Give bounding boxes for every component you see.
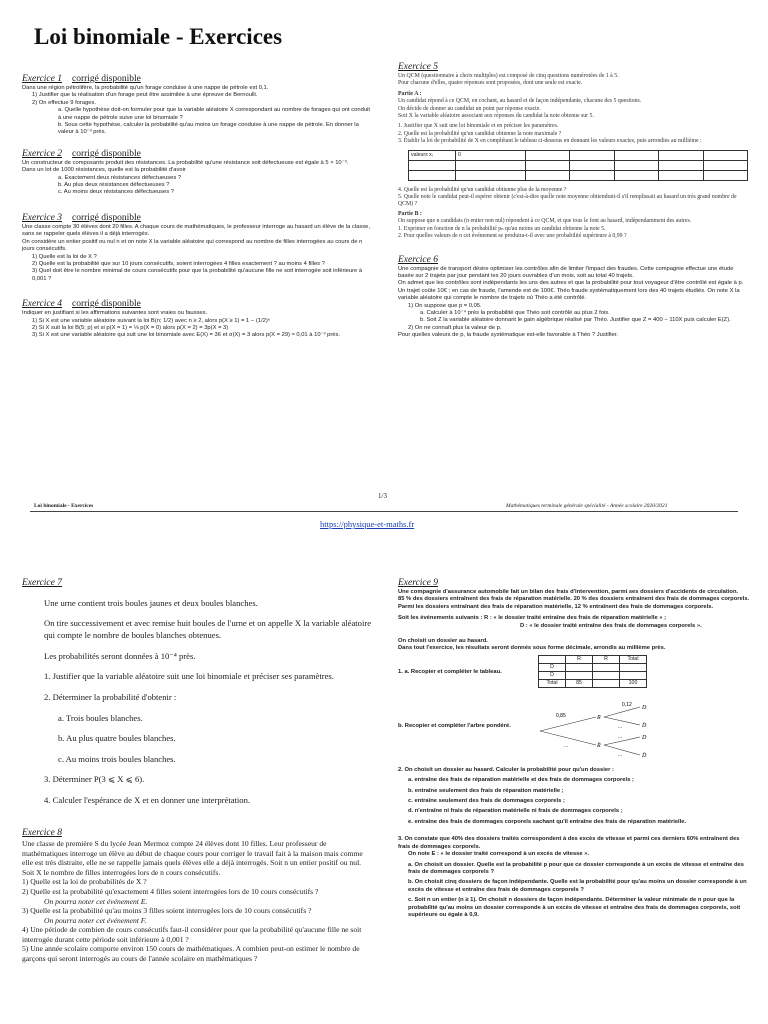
table-cell (570, 160, 614, 170)
text-line: Pour chacune d'elles, quatre réponses sont proposées, dont une seule est exacte. (398, 80, 583, 87)
table-cell (703, 150, 747, 160)
text-line: a. On choisit un dossier. Quelle est la probabilité p pour que ce dossier corresponde à un excès de vitesse et entraîne des frais de dommages corporels ? (408, 861, 745, 875)
tree-prob-label: ... (564, 742, 569, 749)
text-line: b. entraîne seulement des frais de réparation matérielle ; (408, 787, 564, 794)
text-line: e. entraîne des frais de dommages corporels sachant qu'il entraîne des frais de réparation matérielle. (408, 818, 687, 825)
column-bottom-right (398, 578, 750, 1022)
tree-prob-label: ... (618, 751, 623, 758)
table-cell (593, 671, 620, 679)
table-cell (456, 160, 526, 170)
exercise-6 (398, 255, 750, 340)
table-cell: 0 (456, 150, 526, 160)
text-line: Dans une région pétrolifère, la probabilité qu'un forage conduise à une nappe de pétrole est 0,1. (22, 85, 269, 91)
text-line: 2. Pour quelles valeurs de n cet événement se produira-t-il avec une probabilité supérieure à 0,99 ? (398, 233, 627, 240)
table-cell: 85 (566, 679, 593, 687)
text-line: On décide de donner au candidat un point par réponse exacte. (398, 105, 541, 112)
text-line: On tire successivement et avec remise huit boules de l'urne et on appelle X la variable aléatoire qui compte le nombre de boules blanches obtenues. (44, 618, 372, 641)
corrige-tag: corrigé disponible (72, 299, 141, 310)
text-line: 1. Justifier que la variable aléatoire suit une loi binomiale et préciser ses paramètres. (44, 671, 334, 682)
page-number: 1/3 (378, 492, 387, 500)
text-line: Un QCM (questionnaire à choix multiples) est composé de cinq questions numérotées de 1 à 5. (398, 73, 619, 79)
text-line: Indiquer en justifiant si les affirmations suivantes sont vraies ou fausses. (22, 310, 208, 317)
exercise-2 (22, 149, 372, 197)
tree-branch (540, 717, 596, 731)
column-bottom-left (22, 578, 372, 1018)
text-line: b. Soit Z la variable aléatoire donnant le gain algébrique réalisé par Théo. Justifier que Z = 400 − 110X puis calculer E(Z). (420, 317, 731, 324)
tree-node-label: D (642, 734, 647, 741)
exercise-3 (22, 213, 372, 283)
table-cell (526, 160, 570, 170)
text-line: 1) Quelle est la loi de probabilités de X ? (22, 877, 147, 887)
text-line: Un candidat répond à ce QCM, en cochant, au hasard et de façon indépendante, chacune des 5 questions. (398, 98, 642, 105)
text-line: b. Au plus deux résistances défectueuses ? (58, 182, 170, 189)
part-heading: Partie A : (398, 90, 422, 97)
tree-node-label: D̄ (642, 722, 647, 729)
q1a-block (398, 653, 750, 701)
table-cell (570, 170, 614, 180)
q1b-block (398, 701, 750, 761)
text-line: Dans tout l'exercice, les résultats seront donnés sous forme décimale, arrondis au millième près. (398, 645, 666, 652)
text-line: 1) Si X est une variable aléatoire suivant la loi B(n; 1/2) avec n ≥ 2, alors p(X ≥ 1) = 1 − (1/2)ⁿ (32, 317, 270, 324)
text-line: 1. Exprimer en fonction de n la probabilité pₙ qu'au moins un candidat obtienne la note 5. (398, 225, 606, 232)
text-line: 1) Justifier que la réalisation d'un forage peut être assimilée à une épreuve de Bernoulli. (32, 92, 258, 99)
text-line: On pourra noter cet événement F. (44, 915, 147, 925)
site-link-text[interactable]: https://physique-et-maths.fr (320, 519, 415, 529)
text-line: 4. Calculer l'espérance de X et en donner une interprétation. (44, 794, 251, 805)
table-cell (620, 663, 647, 671)
text-line: 2) Quelle est la probabilité que sur 10 jours consécutifs, soient interrogées 4 filles exactement ? au moins 4 filles ? (32, 260, 325, 267)
text-line: 2) Si X suit la loi B(5; p) et si p(X = 1) = ⅛ p(X = 0) alors p(X = 2) = 3p(X = 3) (32, 324, 229, 331)
text-line: On considère un entier positif ou nul n et on note X la variable aléatoire qui correspond au nombre de filles interrogées au cours de n jours consécutifs. (22, 238, 363, 253)
text-line: 85 % des dossiers entraînent des frais de réparation matérielle. 20 % des dossiers entraînent des frais de dommages corporels. Parmi les dossiers entraînant des frais de réparation matérielle, 12 % entraînent des frais de dommages corporels. (398, 596, 750, 610)
exercise-7 (22, 578, 372, 806)
part-heading: Partie B : (398, 210, 422, 217)
probability-tree (538, 701, 668, 761)
footer-right: Mathématiques terminale générale spécialité - Année scolaire 2020/2021 (506, 503, 668, 509)
text-line: Soit les événements suivants : R : « le dossier traité entraîne des frais de réparation matérielle » ; (398, 615, 667, 622)
text-line: 1) Quelle est la loi de X ? (32, 253, 97, 260)
text-line: On suppose que n candidats (n entier non nul) répondent à ce QCM, et que tous le font au hasard, indépendamment des autres. (398, 218, 692, 225)
text-line: 4) Une période de combien de cours consécutifs faut-il considérer pour que la probabilité qu'aucune fille ne soit interrogée durant cette période soit inférieure à 0,001 ? (22, 925, 362, 944)
table-cell (614, 160, 658, 170)
table-cell: R (566, 655, 593, 663)
text-line: On pourra noter cet événement E. (44, 896, 148, 906)
exercise-5 (398, 62, 750, 241)
text-line: b. Recopier et compléter l'arbre pondéré. (398, 722, 511, 729)
text-line: Un trajet coûte 10€ ; en cas de fraude, l'amende est de 100€. Théo fraude systématiquement lors des 40 trajets étudiés. On note X la variable aléatoire qui compte le nombre de trajets où Théo a été contrôlé. (398, 287, 740, 302)
text-line: c. Au moins trois boules blanches. (58, 753, 176, 764)
table-cell (539, 655, 566, 663)
table-cell (456, 170, 526, 180)
text-line: 2. On choisit un dossier au hasard. Calculer la probabilité pour qu'un dossier : (398, 766, 614, 773)
text-line: 5) Une année scolaire comporte environ 150 cours de mathématiques. A combien peut-on estimer le nombre de garçons qui seront interrogés au cours de l'année scolaire en mathématiques ? (22, 944, 360, 964)
text-line: Les probabilités seront données à 10⁻⁴ près. (44, 650, 196, 661)
corrige-tag: corrigé disponible (72, 74, 141, 84)
table-cell (593, 679, 620, 687)
exercise-9 (398, 578, 750, 919)
text-line: 2) On effectue 9 forages. (32, 99, 97, 106)
text-line: 4. Quelle est la probabilité qu'un candidat obtienne plus de la moyenne ? (398, 186, 567, 193)
text-line: a. Exactement deux résistances défectueuses ? (58, 174, 182, 181)
text-line: b. On choisit cinq dossiers de façon indépendante. Quelle est la probabilité pour qu'au moins un dossier corresponde à un excès de vitesse et entraîne des frais de dommages corporels ? (408, 879, 747, 893)
corrige-tag: corrigé disponible (72, 148, 141, 159)
table-cell: Total (620, 655, 647, 663)
table-cell (703, 170, 747, 180)
table-cell: valeurs xᵢ (409, 150, 456, 160)
text-line: a. Quelle hypothèse doit-on formuler pour que la variable aléatoire X correspondant au nombre de forages qui ont conduit à une nappe de pétrole suive une loi binomiale ? (58, 107, 370, 121)
table-cell (409, 160, 456, 170)
exercise-8-heading: Exercice 8 (22, 827, 62, 838)
text-line: Une classe de première S du lycée Jean Mermoz compte 24 élèves dont 10 filles. Leur professeur de mathématiques interroge un élève au début de chaque cours pour corriger le travail fait à la maison mais comme elle est très distraite, elle ne se rappelle jamais quels élèves elle a déjà interrogés. Soit n un entier positif ou nul. Soit X le nombre de filles interrogées lors de n cours consécutifs. (22, 838, 363, 877)
exercise-3-heading: Exercice 3 (22, 212, 62, 223)
table-cell (526, 170, 570, 180)
table-cell (659, 150, 703, 160)
text-line: c. entraîne seulement des frais de dommages corporels ; (408, 798, 565, 805)
text-line: 2) On ne connaît plus la valeur de p. (408, 324, 502, 331)
text-line: 3) Quel doit être le nombre minimal de cours consécutifs pour que la probabilité qu'aucune fille ne soit interrogée soit inférieure à 0,001 ? (32, 268, 363, 282)
text-line: 5. Quelle note le candidat peut-il espérer obtenir (c'est-à-dire quelle note moyenne obtiendrait-il s'il remplissait au hasard un très grand nombre de QCM) ? (398, 194, 737, 208)
site-link[interactable] (320, 514, 414, 532)
tree-node-label: D (642, 704, 647, 711)
text-line: On note E : « le dossier traité correspond à un excès de vitesse ». (408, 851, 590, 858)
tree-prob-label: 0,85 (556, 712, 566, 719)
text-line: 3) Quelle est la probabilité qu'au moins 3 filles soient interrogées lors de 10 cours consécutifs ? (22, 906, 312, 916)
text-line: On admet que les contrôles sont indépendants les uns des autres et que la probabilité pour tout voyageur d'être contrôlé est égale à p. (398, 280, 744, 287)
exercise-5-heading: Exercice 5 (398, 62, 438, 72)
text-line: b. Au plus quatre boules blanches. (58, 733, 176, 744)
exercise-2-heading: Exercice 2 (22, 148, 62, 159)
table-cell: 100 (620, 679, 647, 687)
exercise-1 (22, 74, 372, 137)
text-line: c. Soit n un entier (n ≥ 1). On choisit n dossiers de façon indépendante. Déterminer la valeur minimale de n pour que la probabilité qu'au moins un dossier corresponde à un excès de vitesse et entraîne des frais de dommages corporels, soit supérieure ou égale à 0,9. (408, 897, 741, 918)
text-line: 2. Déterminer la probabilité d'obtenir : (44, 691, 177, 702)
table-cell (614, 170, 658, 180)
text-line: Une classe compte 30 élèves dont 20 filles. A chaque cours de mathématiques, le professeur interroge au hasard un élève de la classe, sans se rappeler quels élèves il a déjà interrogés. (22, 223, 371, 238)
text-line: b. Sous cette hypothèse, calculer la probabilité qu'au moins un forage conduise à une nappe de pétrole. En donner la valeur à 10⁻³ près. (58, 122, 359, 136)
text-line: Une compagnie de transport désire optimiser les contrôles afin de limiter l'impact des fraudes. Cette compagnie effectue une étude basée sur 2 trajets par jour pendant les 20 jours ouvrables d'un mois, soit au total 40 trajets. (398, 265, 734, 279)
text-line: 3. Établir la loi de probabilité de X en complétant le tableau ci-dessous en donnant les valeurs exactes, puis arrondies au millième : (398, 138, 702, 145)
table-cell (409, 170, 456, 180)
values-table (408, 150, 748, 181)
tree-node-label: D̄ (642, 752, 647, 759)
table-cell (620, 671, 647, 679)
text-line: a. Trois boules blanches. (58, 712, 143, 723)
table-cell: R̄ (593, 655, 620, 663)
tree-node-label: R (597, 714, 601, 721)
table-cell (593, 663, 620, 671)
text-line: 2) Quelle est la probabilité qu'exactement 4 filles soient interrogées lors de 10 cours consécutifs ? (22, 886, 319, 896)
text-line: On choisit un dossier au hasard. (398, 638, 488, 645)
exercise-6-heading: Exercice 6 (398, 254, 438, 265)
table-cell: D̄ (539, 671, 566, 679)
table-cell: Total (539, 679, 566, 687)
column-top-left (22, 74, 372, 446)
table-cell (659, 160, 703, 170)
text-line: Un constructeur de composants produit des résistances. La probabilité qu'une résistance soit défectueuse est égale à 5 × 10⁻³. (22, 159, 349, 166)
text-line: c. Au moins deux résistances défectueuses ? (58, 189, 175, 196)
text-line: D : « le dossier traité entraîne des frais de dommages corporels ». (520, 622, 702, 629)
table-cell: D (539, 663, 566, 671)
exercise-4 (22, 299, 372, 340)
table-cell (570, 150, 614, 160)
text-line: 3. On constate que 40% des dossiers traités correspondent à des excès de vitesse et parmi ces derniers 60% entraînent des frais de dommages corporels. (398, 836, 740, 850)
exercise-4-heading: Exercice 4 (22, 299, 62, 310)
table-cell (566, 671, 593, 679)
text-line: Pour quelles valeurs de p, la fraude systématique est-elle favorable à Théo ? Justifier. (398, 332, 618, 339)
text-line: 1. Justifier que X suit une loi binomiale et en préciser les paramètres. (398, 123, 559, 130)
exercise-8 (22, 828, 372, 964)
footer-left: Loi binomiale - Exercices (34, 503, 94, 509)
table-cell (703, 160, 747, 170)
tree-prob-label: ... (618, 733, 623, 740)
tree-prob-label: ... (618, 723, 623, 730)
text-line: Une compagnie d'assurance automobile fait un bilan des frais d'intervention, parmi ses dossiers d'accidents de circulation. (398, 589, 739, 595)
text-line: Soit X la variable aléatoire associant aux réponses du candidat la note obtenue sur 5. (398, 113, 594, 120)
table-cell (526, 150, 570, 160)
text-line: a. entraîne des frais de réparation matérielle et des frais de dommages corporels ; (408, 777, 634, 784)
exercise-7-heading: Exercice 7 (22, 578, 62, 588)
exercise-1-heading: Exercice 1 (22, 74, 62, 84)
page-title: Loi binomiale - Exercices (34, 24, 283, 49)
text-line: 2. Quelle est la probabilité qu'un candidat obtienne la note maximale ? (398, 130, 562, 137)
text-line: 3) Si X est une variable aléatoire qui suit une loi binomiale avec E(X) = 36 et σ(X) = 3 alors p(X = 29) ≈ 0,01 à 10⁻³ près. (32, 332, 341, 339)
table-cell (659, 170, 703, 180)
text-line: 1. a. Recopier et compléter le tableau. (398, 668, 502, 675)
text-line: a. Calculer à 10⁻⁴ près la probabilité que Théo soit contrôlé au plus 2 fois. (420, 309, 610, 316)
text-line: Une urne contient trois boules jaunes et deux boules blanches. (44, 597, 258, 608)
tree-branch (604, 707, 640, 717)
table-cell (566, 663, 593, 671)
tree-prob-label: 0,12 (622, 701, 632, 708)
text-line: d. n'entraîne ni frais de réparation matérielle ni frais de dommages corporels ; (408, 808, 623, 815)
footer-rule (30, 511, 738, 512)
exercise-9-heading: Exercice 9 (398, 578, 438, 588)
table-cell (614, 150, 658, 160)
contingency-table (538, 655, 647, 688)
tree-node-label: R̄ (597, 742, 601, 749)
text-line: Dans un lot de 1000 résistances, quelle est la probabilité d'avoir (22, 167, 186, 174)
corrige-tag: corrigé disponible (72, 212, 141, 223)
text-line: 3. Déterminer P(3 ⩽ X ⩽ 6). (44, 774, 145, 785)
text-line: 1) On suppose que p = 0,05. (408, 302, 482, 309)
column-top-right (398, 62, 750, 462)
